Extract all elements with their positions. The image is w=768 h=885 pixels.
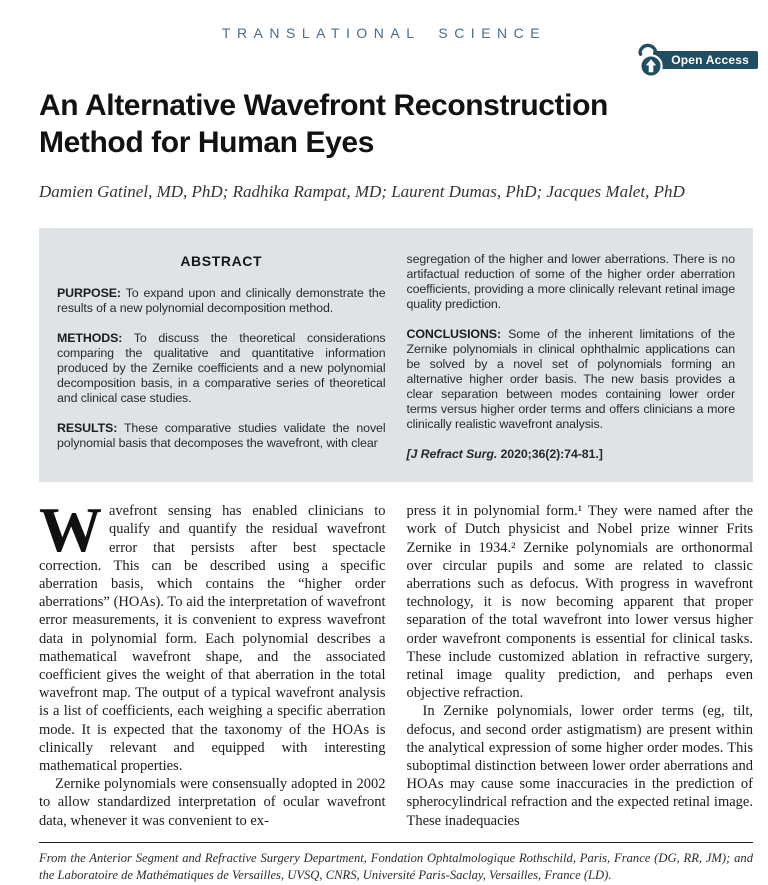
article-body bbox=[39, 495, 753, 830]
methods-label: METHODS: bbox=[57, 331, 123, 346]
article-page bbox=[39, 87, 753, 885]
conclusions-text: Some of the inherent limitations of the Zernike polynomials in clinical ophthalmic applications can be solved by a novel set of polynomials forming an alternative higher order basis. The new basis provides a clear separation between modes containing lower order terms versus higher order terms and offers clinicians a more clinically realistic wavefront analysis. bbox=[406, 327, 735, 432]
citation-journal-name: [J Refract Surg. bbox=[406, 447, 498, 462]
open-access-label: Open Access bbox=[653, 51, 758, 69]
open-lock-icon bbox=[635, 42, 667, 78]
article-title-line1: An Alternative Wavefront Reconstruction bbox=[39, 89, 608, 122]
abstract-heading: ABSTRACT bbox=[180, 253, 263, 270]
body-column-left bbox=[39, 495, 386, 830]
body-paragraph-1 bbox=[39, 495, 386, 775]
citation-volume-pages: 2020;36(2):74-81.] bbox=[497, 447, 603, 462]
author-byline: Damien Gatinel, MD, PhD; Radhika Rampat, MD; Laurent Dumas, PhD; Jacques Malet, PhD bbox=[39, 182, 685, 202]
body-paragraph-2: Zernike polynomials were consensually adopted in 2002 to allow standardized interpretation of ocular wavefront data, whenever it was convenient to ex- bbox=[39, 776, 386, 829]
body-paragraph-1-text: avefront sensing has enabled clinicians to qualify and quantify the residual wavefront error that persists after best spectacle correction. This can be described using a specific aberration basis, which contains the “higher order aberrations” (HOAs). To aid the interpretation of wavefront error measurements, it is convenient to express wavefront data in polynomial form. Each polynomial describes a mathematical wavefront shape, and the associated coefficient gives the weight of that aberration in the total wavefront map. The output of a typical wavefront analysis is a list of coefficients, each weighing a specific aberration mode. It is expected that the taxonomy of the HOAs is clinically relevant and equipped with interesting mathematical properties. bbox=[39, 503, 386, 774]
abstract-conclusions bbox=[407, 327, 736, 432]
abstract-column-left bbox=[57, 252, 386, 462]
results-label: RESULTS: bbox=[57, 421, 118, 436]
article-title-line2: Method for Human Eyes bbox=[39, 126, 374, 159]
methods-text: To discuss the theoretical considerations comparing the qualitative and quantitative information produced by the Zernike coefficients and a new polynomial decomposition basis, in a comparative series of theoretical and clinical case studies. bbox=[57, 331, 386, 406]
affiliation-footnote: From the Anterior Segment and Refractive Surgery Department, Fondation Ophtalmologique Rothschild, Paris, France (DG, RR, JM); and the Laboratoire de Mathématiques de Versailles, UVSQ, CNRS, Université Paris-Saclay, Versailles, France (LD). bbox=[39, 842, 753, 885]
abstract-column-right bbox=[407, 252, 736, 462]
body-column-right bbox=[407, 502, 754, 830]
abstract-purpose bbox=[57, 286, 386, 316]
abstract-results bbox=[57, 421, 386, 451]
body-paragraph-4: In Zernike polynomials, lower order terms (eg, tilt, defocus, and second order astigmatism) are present within the analytical expression of some higher order modes. This suboptimal distinction between lower order aberrations and HOAs may cause some inaccuracies in the prediction of spherocylindrical refraction and the expected retinal image. These inadequacies bbox=[406, 703, 753, 829]
abstract-methods bbox=[57, 331, 386, 406]
abstract-box bbox=[39, 228, 753, 482]
conclusions-label: CONCLUSIONS: bbox=[406, 327, 501, 342]
article-title bbox=[39, 87, 753, 161]
open-access-badge bbox=[635, 42, 758, 78]
journal-citation bbox=[407, 447, 736, 462]
body-paragraph-3: press it in polynomial form.¹ They were named after the work of Dutch physicist and Nobel prize winner Frits Zernike in 1934.² Zernike polynomials are orthonormal over circular pupils and some are related to classic aberrations such as defocus. With progress in wavefront technology, it is now becoming apparent that proper separation of the total wavefront into lower versus higher order wavefront components is essential for clinical tasks. These include customized ablation in refractive surgery, retinal image quality prediction, and perhaps even objective refraction. bbox=[406, 503, 753, 702]
abstract-results-continued: segregation of the higher and lower aberrations. There is no artifactual reduction of some of the higher order aberration coefficients, providing a more clinically relevant retinal image quality prediction. bbox=[406, 252, 735, 312]
purpose-text: To expand upon and clinically demonstrate the results of a new polynomial decomposition method. bbox=[57, 286, 386, 316]
results-text: These comparative studies validate the novel polynomial basis that decomposes the wavefront, with clear bbox=[57, 421, 386, 451]
drop-cap: W bbox=[39, 495, 102, 566]
section-kicker: TRANSLATIONAL SCIENCE bbox=[221, 25, 547, 41]
purpose-label: PURPOSE: bbox=[57, 286, 121, 301]
